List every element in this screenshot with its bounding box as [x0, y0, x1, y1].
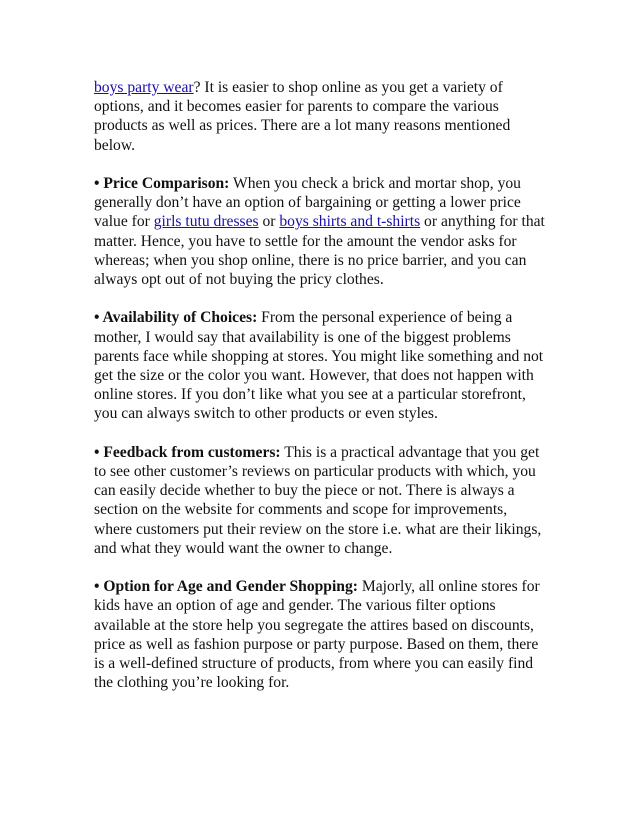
price-comparison-text-2: or — [258, 213, 280, 231]
document-page — [94, 78, 549, 712]
age-gender-text: Majorly, all online stores for kids have an option of age and gender. The various filter options available at the store help you segregate the attires based on discounts, price as well as fashion purpose or party purpose. Based on them, there is a well-defined structure of products, from where you can easily find the clothing you’re looking for. — [94, 578, 540, 692]
girls-tutu-dresses-link[interactable]: girls tutu dresses — [153, 213, 259, 231]
intro-paragraph — [94, 78, 549, 155]
price-comparison-text-3: or anything for that matter. Hence, you have to settle for the amount the vendor asks for whereas; when you shop online, there is no price barrier, and you can always opt out of not buying the pricy clothes. — [94, 213, 545, 289]
feedback-text: This is a practical advantage that you get to see other customer’s reviews on particular products with which, you can easily decide whether to buy the piece or not. There is always a section on the website for comments and scope for improvements, where customers put their review on the store i.e. what are their likings, and what they would want the owner to change. — [94, 443, 542, 557]
age-gender-paragraph — [94, 577, 549, 692]
availability-heading: • Availability of Choices: — [94, 309, 258, 327]
feedback-heading: • Feedback from customers: — [94, 443, 281, 461]
intro-text: ? It is easier to shop online as you get a variety of options, and it becomes easier for parents to compare the various products as well as prices. There are a lot many reasons mentioned below. — [94, 79, 511, 154]
boys-party-wear-link[interactable]: boys party wear — [94, 79, 194, 96]
availability-paragraph — [94, 308, 549, 423]
price-comparison-heading: • Price Comparison: — [94, 175, 230, 192]
feedback-paragraph — [94, 443, 549, 558]
age-gender-heading: • Option for Age and Gender Shopping: — [94, 578, 358, 596]
price-comparison-paragraph — [94, 174, 549, 289]
boys-shirts-link[interactable]: boys shirts and t-shirts — [279, 213, 421, 231]
price-comparison-text-1: When you check a brick and mortar shop, you generally don’t have an option of bargaining or getting a lower price value for — [94, 175, 521, 231]
availability-text: From the personal experience of being a mother, I would say that availability is one of the biggest problems parents face while shopping at stores. You might like something and not get the size or the color you want. However, that does not happen with online stores. If you don’t like what you see at a particular storefront, you can always switch to other products or even styles. — [94, 309, 544, 423]
